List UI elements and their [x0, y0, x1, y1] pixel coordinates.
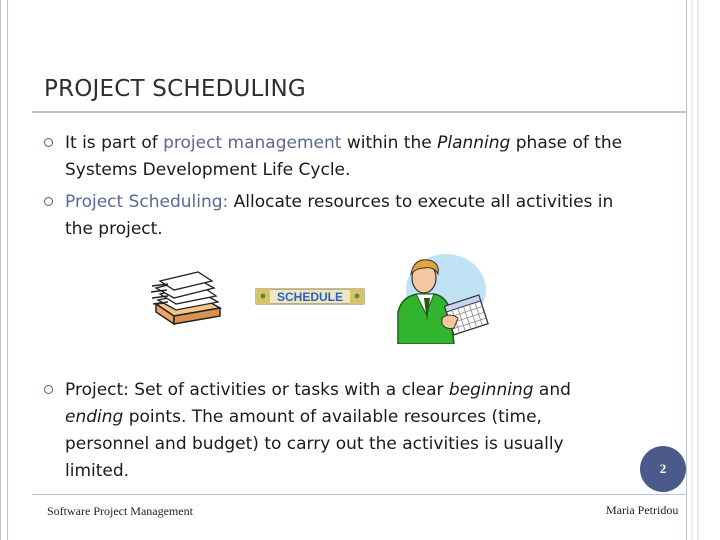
- bullet-item: [44, 189, 644, 243]
- circle-bullet-icon: [44, 138, 53, 147]
- bullet-text-segment: Project Scheduling:: [65, 192, 229, 212]
- stack-of-papers-icon: [146, 268, 226, 328]
- slide-frame-right: [686, 0, 720, 540]
- bullet-text-segment: beginning: [448, 380, 534, 400]
- bullet-text-segment: It is part of: [65, 133, 164, 153]
- bullet-text-segment: Planning: [437, 133, 511, 153]
- bullet-text-segment: Project: Set of activities or tasks with a clear: [65, 380, 449, 400]
- slide-title: PROJECT SCHEDULING: [44, 76, 306, 102]
- page-number: 2: [659, 461, 667, 476]
- bullet-text-segment: within the: [341, 133, 438, 153]
- footer-divider: [32, 494, 686, 495]
- bullet-text: [65, 130, 644, 184]
- businessman-with-calendar-icon: [384, 252, 494, 344]
- bullet-text-segment: phase of the Systems Development Life Cycle.: [65, 133, 623, 180]
- bullet-text: [65, 189, 644, 243]
- bullet-text-segment: Allocate resources to execute all activities in the project.: [65, 192, 614, 239]
- slide-frame-left: [0, 0, 8, 540]
- bullet-text: [65, 377, 624, 485]
- bullet-text-segment: and: [533, 380, 571, 400]
- footer-author: Maria Petridou: [606, 503, 679, 517]
- footer-course-title: Software Project Management: [47, 504, 193, 518]
- schedule-banner: [254, 284, 366, 308]
- schedule-banner-icon: [254, 284, 366, 308]
- page-number-badge: [640, 446, 686, 492]
- bullet-text-segment: ending: [65, 407, 124, 427]
- schedule-label: SCHEDULE: [276, 290, 344, 304]
- bullet-item: [44, 377, 624, 485]
- bullet-text-segment: points. The amount of available resources (time, personnel and budget) to carry out the activities is usually limited.: [65, 407, 564, 481]
- circle-bullet-icon: [44, 197, 53, 206]
- title-divider: [32, 111, 686, 113]
- bullet-item: [44, 130, 644, 184]
- bullet-text-segment: project management: [163, 133, 342, 153]
- circle-bullet-icon: [44, 385, 53, 394]
